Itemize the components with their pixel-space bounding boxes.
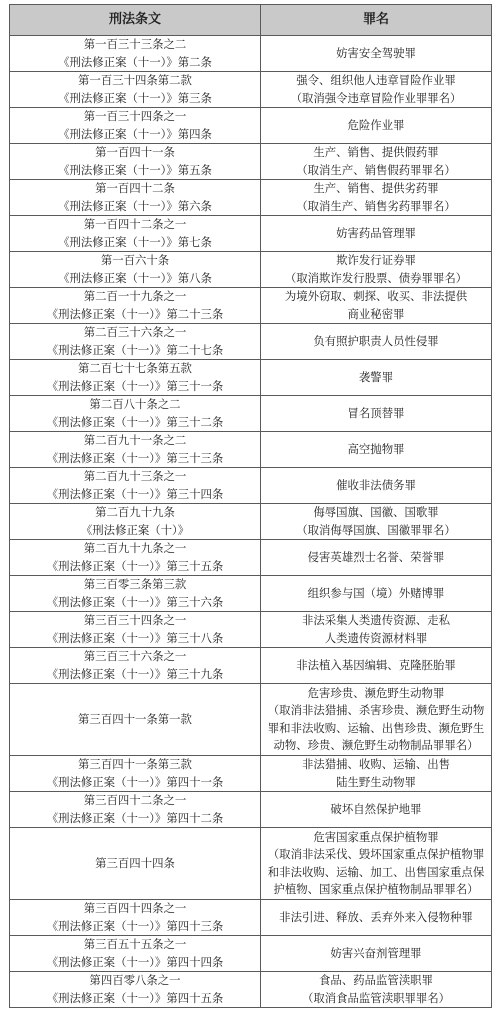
article-cell: [10, 288, 261, 324]
article-line: 第三百四十二条之一: [83, 793, 187, 808]
crime-cell: [261, 756, 492, 792]
crime-line: （取消侮辱国旗、国徽罪罪名）: [296, 522, 456, 537]
crime-line: 危害国家重点保护植物罪: [313, 829, 439, 844]
crime-cell: [261, 360, 492, 396]
crime-line: 高空抛物罪: [347, 441, 405, 456]
article-line: 第一百三十三条之二: [83, 37, 187, 52]
crime-cell: [261, 180, 492, 216]
crime-line: 非法植入基因编辑、克隆胚胎罪: [296, 657, 456, 672]
article-line: 《刑法修正案（十一）》第二条: [58, 54, 212, 69]
article-cell: [10, 324, 261, 360]
crime-cell: [261, 900, 492, 936]
table-row: [10, 432, 492, 468]
table-row: [10, 36, 492, 72]
crime-line: 人类遗传资源材料罪: [324, 630, 428, 645]
crime-line: 食品、药品监管渎职罪: [319, 973, 433, 988]
table-row: [10, 288, 492, 324]
table-row: [10, 252, 492, 288]
crime-line: 为境外窃取、刺探、收买、非法提供: [284, 289, 468, 304]
crime-line: （取消生产、销售假药罪罪名）: [296, 162, 456, 177]
table-row: [10, 180, 492, 216]
article-cell: [10, 792, 261, 828]
article-cell: [10, 180, 261, 216]
article-cell: [10, 72, 261, 108]
article-line: 第三百五十五条之一: [83, 937, 187, 952]
article-line: 第三百四十四条: [95, 855, 175, 870]
article-cell: [10, 972, 261, 1008]
article-cell: [10, 432, 261, 468]
crime-line: 侮辱国旗、国徽、国歌罪: [313, 505, 439, 520]
article-line: 第二百九十九条之一: [83, 541, 187, 556]
article-line: 第二百七十七条第五款: [78, 361, 192, 376]
article-cell: [10, 36, 261, 72]
article-line: 《刑法修正案（十一）》第三条: [58, 90, 212, 105]
article-line: 第三百四十一条第三款: [78, 757, 192, 772]
crime-line: 商业秘密罪: [347, 306, 405, 321]
article-line: 《刑法修正案（十一）》第五条: [58, 162, 212, 177]
crime-line: 组织参与国（境）外赌博罪: [307, 585, 445, 600]
article-cell: [10, 936, 261, 972]
crime-line: 罪和非法收购、运输、出售珍贵、濒危野生: [267, 720, 485, 735]
crime-line: （取消强令违章冒险作业罪罪名）: [290, 90, 462, 105]
article-cell: [10, 468, 261, 504]
crime-cell: [261, 252, 492, 288]
crime-line: 陆生野生动物罪: [336, 774, 416, 789]
article-cell: [10, 504, 261, 540]
article-line: 第一百四十二条之一: [83, 217, 187, 232]
article-line: 第三百三十六条之一: [83, 649, 187, 664]
article-line: 《刑法修正案（十一）》第四十五条: [46, 990, 224, 1005]
crime-line: 袭警罪: [358, 369, 394, 384]
header-row: [10, 5, 492, 36]
crime-cell: [261, 324, 492, 360]
article-line: 《刑法修正案（十一）》第六条: [58, 198, 212, 213]
crime-cell: [261, 108, 492, 144]
table-body: [10, 36, 492, 1008]
article-line: 第一百三十四条之一: [83, 109, 187, 124]
article-cell: [10, 252, 261, 288]
article-line: 第二百八十条之二: [89, 397, 181, 412]
article-line: 第一百四十二条: [95, 181, 175, 196]
crime-cell: [261, 828, 492, 900]
crime-cell: [261, 36, 492, 72]
article-line: 第二百九十九条: [95, 505, 175, 520]
article-line: 第一百三十四条第二款: [78, 73, 192, 88]
article-line: 《刑法修正案（十一）》第三十九条: [46, 666, 224, 681]
article-line: 第三百三十四条之一: [83, 613, 187, 628]
crime-line: 非法引进、释放、丢弃外来入侵物种罪: [279, 909, 473, 924]
crime-line: 护植物、国家重点保护植物制品罪罪名）: [273, 881, 479, 896]
article-line: 第三百零三条第三款: [83, 577, 187, 592]
article-line: 《刑法修正案（十一）》第三十五条: [46, 558, 224, 573]
article-line: 《刑法修正案（十一）》第二十三条: [46, 306, 224, 321]
crime-line: （取消欺诈发行股票、债券罪罪名）: [284, 270, 468, 285]
crime-line: 妨害药品管理罪: [336, 225, 416, 240]
article-line: 《刑法修正案（十一）》第四十二条: [46, 810, 224, 825]
crime-cell: [261, 504, 492, 540]
crime-line: 非法采集人类遗传资源、走私: [301, 613, 451, 628]
crime-line: 妨害安全驾驶罪: [336, 45, 416, 60]
article-line: 《刑法修正案（十）》: [80, 522, 190, 537]
crime-cell: [261, 972, 492, 1008]
article-line: 《刑法修正案（十一）》第八条: [58, 270, 212, 285]
crime-line: 冒名顶替罪: [347, 405, 405, 420]
article-cell: [10, 216, 261, 252]
article-line: 第二百三十六条之一: [83, 325, 187, 340]
article-line: 《刑法修正案（十一）》第四条: [58, 126, 212, 141]
crime-cell: [261, 144, 492, 180]
crime-cell: [261, 576, 492, 612]
article-cell: [10, 828, 261, 900]
crime-cell: [261, 468, 492, 504]
crime-cell: [261, 396, 492, 432]
table-row: [10, 648, 492, 684]
table-row: [10, 900, 492, 936]
table-row: [10, 504, 492, 540]
crime-cell: [261, 792, 492, 828]
table-row: [10, 540, 492, 576]
article-line: 第三百四十一条第一款: [78, 711, 192, 726]
article-line: 第四百零八条之一: [89, 973, 181, 988]
table-row: [10, 612, 492, 648]
crime-line: （取消非法猎捕、杀害珍贵、濒危野生动物: [267, 703, 485, 718]
article-line: 《刑法修正案（十一）》第四十三条: [46, 918, 224, 933]
table-row: [10, 360, 492, 396]
article-cell: [10, 396, 261, 432]
crime-line: 负有照护职责人员性侵罪: [313, 333, 439, 348]
article-cell: [10, 756, 261, 792]
article-cell: [10, 648, 261, 684]
crime-line: 破坏自然保护地罪: [330, 801, 422, 816]
crime-line: 生产、销售、提供假药罪: [313, 145, 439, 160]
crime-cell: [261, 216, 492, 252]
table-row: [10, 756, 492, 792]
article-line: 《刑法修正案（十一）》第三十一条: [46, 378, 224, 393]
crime-line: （取消生产、销售劣药罪罪名）: [296, 198, 456, 213]
article-line: 《刑法修正案（十一）》第三十六条: [46, 594, 224, 609]
table-row: [10, 324, 492, 360]
article-line: 《刑法修正案（十一）》第四十四条: [46, 954, 224, 969]
article-cell: [10, 900, 261, 936]
article-line: 第三百四十四条之一: [83, 901, 187, 916]
crime-line: 动物、珍贵、濒危野生动物制品罪罪名）: [273, 737, 479, 752]
article-cell: [10, 684, 261, 756]
article-line: 第二百九十三条之一: [83, 469, 187, 484]
table-row: [10, 792, 492, 828]
article-cell: [10, 612, 261, 648]
crime-line: （取消食品监管渎职罪罪名）: [301, 990, 451, 1005]
table-row: [10, 828, 492, 900]
table-row: [10, 72, 492, 108]
crime-line: 欺诈发行证券罪: [336, 253, 416, 268]
crime-cell: [261, 648, 492, 684]
article-cell: [10, 576, 261, 612]
article-line: 《刑法修正案（十一）》第三十二条: [46, 414, 224, 429]
article-line: 第一百六十条: [100, 253, 170, 268]
table-row: [10, 576, 492, 612]
crime-line: 强令、组织他人违章冒险作业罪: [296, 73, 456, 88]
article-cell: [10, 108, 261, 144]
article-line: 《刑法修正案（十一）》第二十七条: [46, 342, 224, 357]
crime-cell: [261, 72, 492, 108]
crime-cell: [261, 684, 492, 756]
crime-line: 非法猎捕、收购、运输、出售: [301, 757, 451, 772]
crime-line: 侵害英雄烈士名誉、荣誉罪: [307, 549, 445, 564]
article-line: 第一百四十一条: [95, 145, 175, 160]
crime-line: 催收非法债务罪: [336, 477, 416, 492]
article-line: 第二百一十九条之一: [83, 289, 187, 304]
table-row: [10, 216, 492, 252]
header-crime: 罪名: [261, 5, 492, 36]
table-row: [10, 684, 492, 756]
article-line: 《刑法修正案（十一）》第七条: [58, 234, 212, 249]
article-line: 《刑法修正案（十一）》第三十四条: [46, 486, 224, 501]
article-cell: [10, 540, 261, 576]
article-line: 《刑法修正案（十一）》第四十一条: [46, 774, 224, 789]
crime-cell: [261, 540, 492, 576]
crime-line: 生产、销售、提供劣药罪: [313, 181, 439, 196]
crime-line: （取消非法采伐、毁坏国家重点保护植物罪: [267, 847, 485, 862]
article-line: 《刑法修正案（十一）》第三十三条: [46, 450, 224, 465]
table-row: [10, 108, 492, 144]
table-row: [10, 144, 492, 180]
crime-line: 妨害兴奋剂管理罪: [330, 945, 422, 960]
crime-cell: [261, 612, 492, 648]
crime-line: 危险作业罪: [347, 117, 405, 132]
article-line: 《刑法修正案（十一）》第三十八条: [46, 630, 224, 645]
crime-line: 危害珍贵、濒危野生动物罪: [307, 685, 445, 700]
article-cell: [10, 360, 261, 396]
table-row: [10, 396, 492, 432]
table-row: [10, 972, 492, 1008]
crime-table: [9, 4, 492, 1008]
crime-cell: [261, 936, 492, 972]
table-row: [10, 936, 492, 972]
crime-cell: [261, 432, 492, 468]
article-cell: [10, 144, 261, 180]
table-row: [10, 468, 492, 504]
crime-cell: [261, 288, 492, 324]
header-article: 刑法条文: [10, 5, 261, 36]
article-line: 第二百九十一条之二: [83, 433, 187, 448]
crime-line: 和非法收购、运输、加工、出售国家重点保: [267, 864, 485, 879]
